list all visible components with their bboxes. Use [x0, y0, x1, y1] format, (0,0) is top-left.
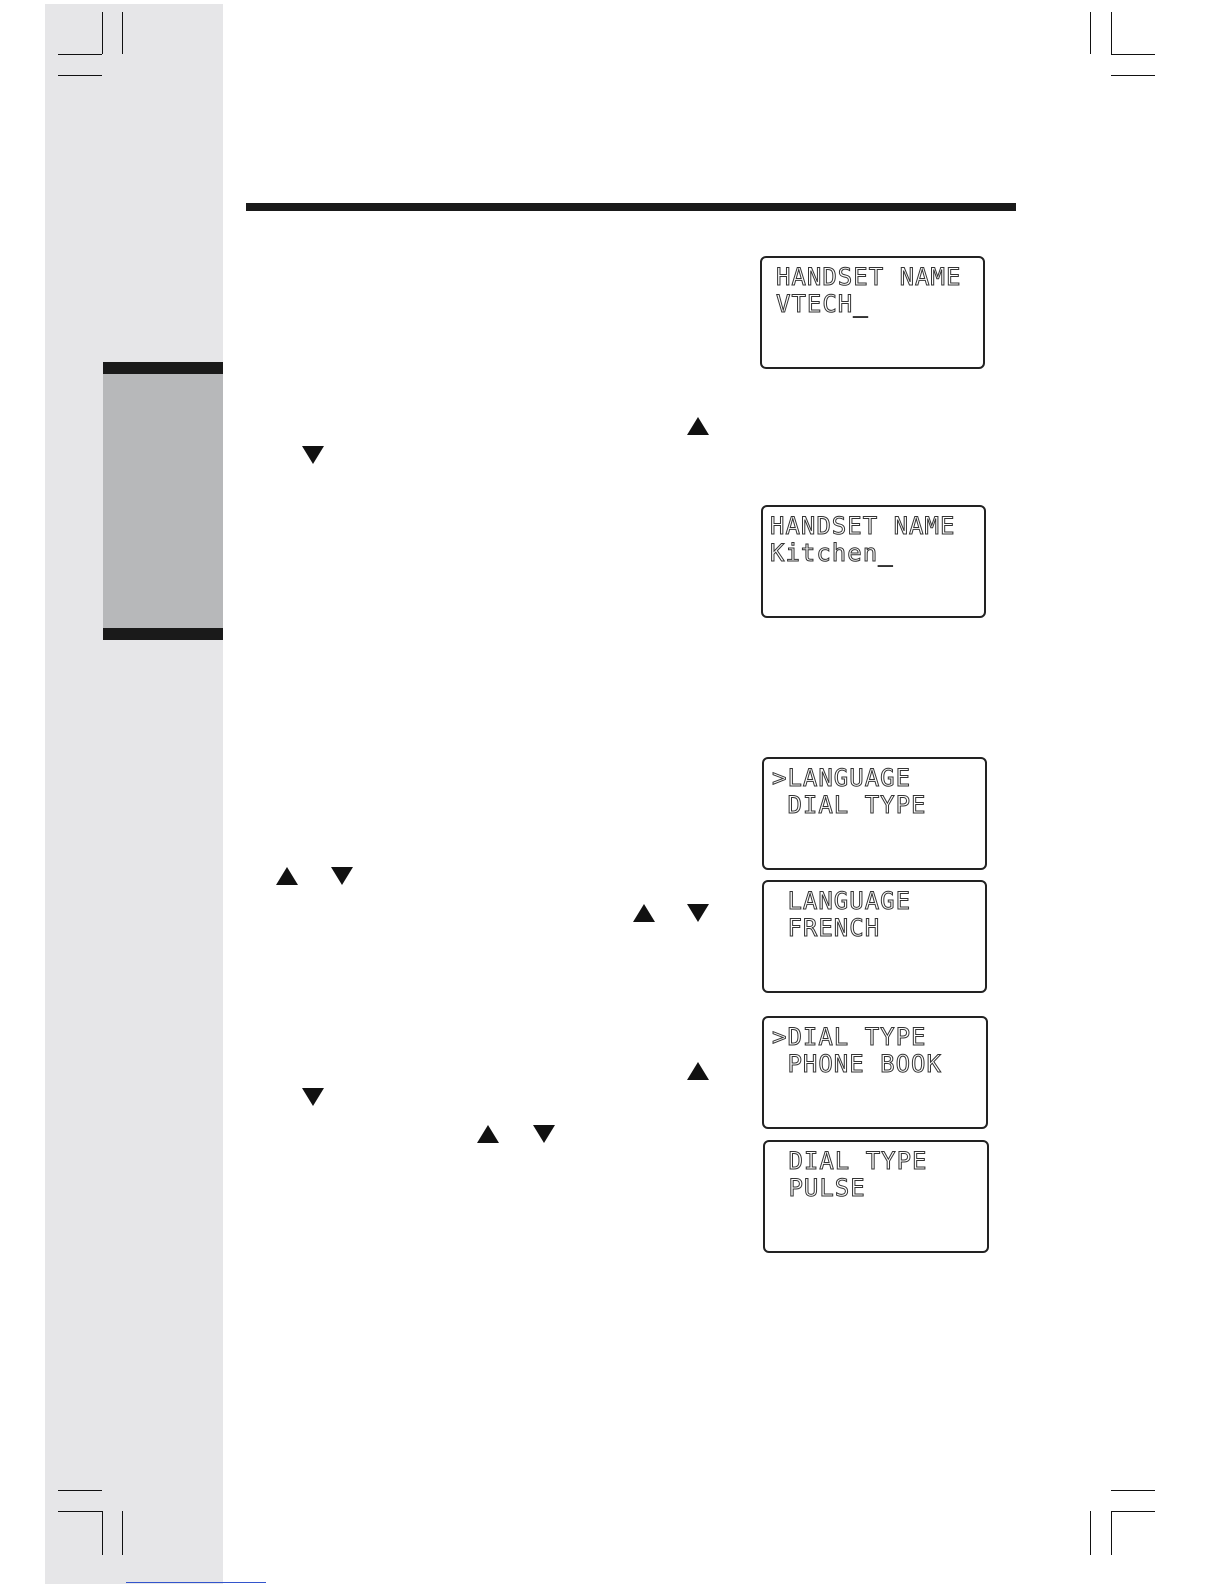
- crop-mark: [1111, 1511, 1112, 1555]
- crop-mark: [122, 12, 123, 54]
- lcd-line-1: >LANGUAGE: [772, 764, 912, 792]
- left-margin-band: [45, 4, 223, 1584]
- down-arrow-icon: [687, 904, 709, 922]
- crop-mark: [102, 1511, 103, 1555]
- header-rule: [246, 203, 1016, 211]
- crop-mark: [58, 1511, 102, 1512]
- crop-mark: [58, 54, 102, 55]
- down-arrow-icon: [302, 446, 324, 464]
- up-arrow-icon: [477, 1125, 499, 1143]
- up-arrow-icon: [633, 904, 655, 922]
- lcd-line-1: HANDSET NAME: [770, 512, 956, 540]
- lcd-line-1: >DIAL TYPE: [772, 1023, 927, 1051]
- side-tab-bottom-bar: [103, 628, 223, 640]
- crop-mark: [1111, 12, 1112, 54]
- up-arrow-icon: [276, 867, 298, 885]
- crop-mark: [1111, 75, 1155, 76]
- lcd-line-2: FRENCH: [772, 914, 881, 942]
- lcd-line-2: Kitchen_: [770, 539, 894, 567]
- crop-mark: [58, 75, 102, 76]
- crop-mark: [122, 1511, 123, 1555]
- lcd-screen-language-french: [762, 880, 987, 993]
- up-arrow-icon: [687, 1062, 709, 1080]
- lcd-line-2: DIAL TYPE: [772, 791, 927, 819]
- lcd-screen-handset-name-default: [760, 256, 985, 369]
- crop-mark: [1090, 1511, 1091, 1555]
- crop-mark: [58, 1490, 102, 1491]
- crop-mark: [102, 12, 103, 54]
- crop-mark: [1111, 1490, 1155, 1491]
- lcd-line-2: VTECH_: [776, 290, 869, 318]
- lcd-line-1: LANGUAGE: [772, 887, 912, 915]
- link-underline: [126, 1582, 266, 1583]
- down-arrow-icon: [533, 1125, 555, 1143]
- lcd-line-1: DIAL TYPE: [773, 1147, 928, 1175]
- lcd-screen-language-menu: [762, 757, 987, 870]
- lcd-screen-dial-type-menu: [762, 1016, 988, 1129]
- lcd-line-1: HANDSET NAME: [776, 263, 962, 291]
- up-arrow-icon: [687, 417, 709, 435]
- crop-mark: [1090, 12, 1091, 54]
- lcd-line-2: PHONE BOOK: [772, 1050, 942, 1078]
- lcd-screen-handset-name-edited: [761, 505, 986, 618]
- crop-mark: [1111, 1511, 1155, 1512]
- down-arrow-icon: [331, 867, 353, 885]
- crop-mark: [1111, 54, 1155, 55]
- down-arrow-icon: [302, 1088, 324, 1106]
- section-side-tab: [103, 362, 223, 640]
- side-tab-top-bar: [103, 362, 223, 374]
- lcd-line-2: PULSE: [773, 1174, 866, 1202]
- lcd-screen-dial-type-pulse: [763, 1140, 989, 1253]
